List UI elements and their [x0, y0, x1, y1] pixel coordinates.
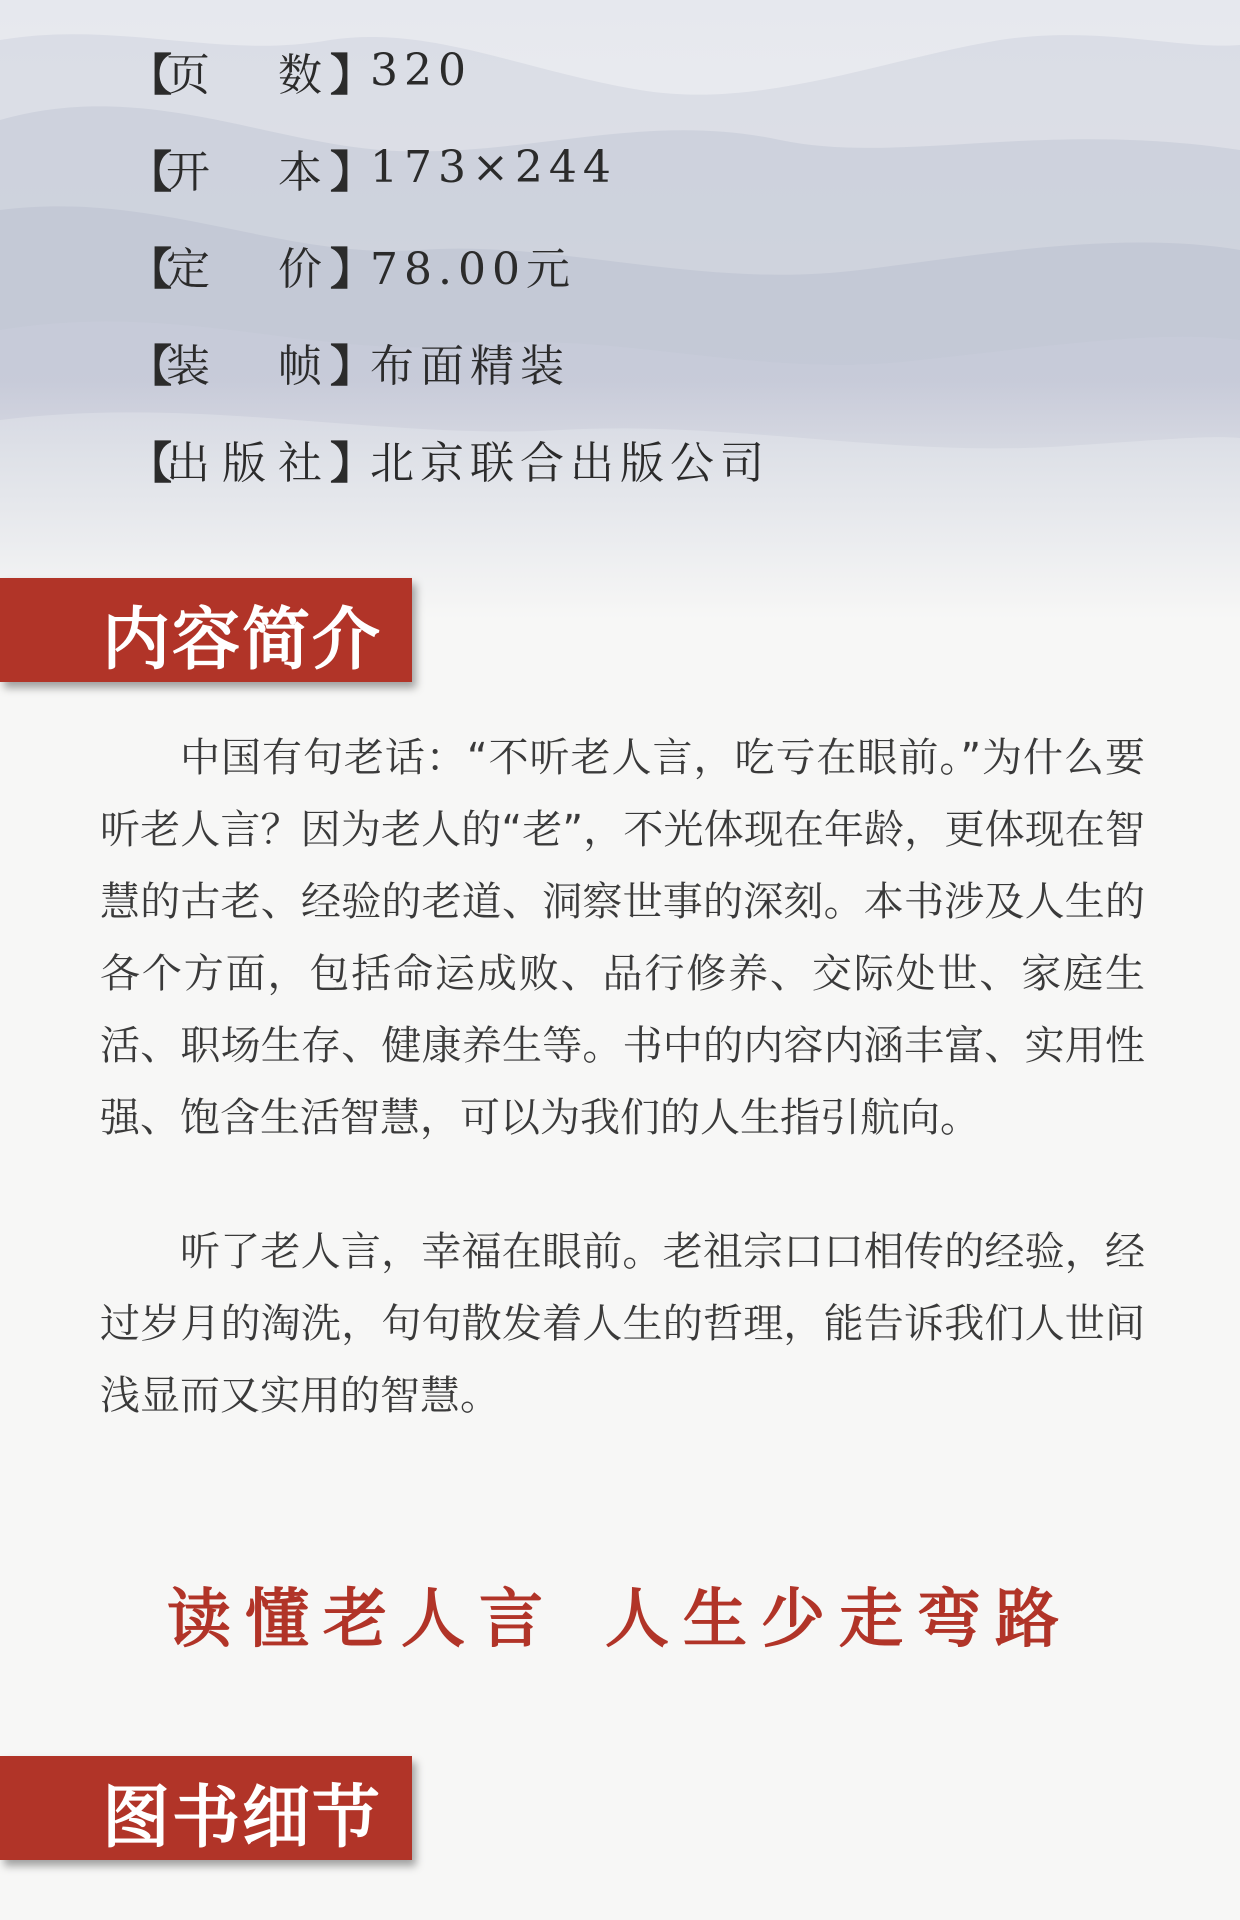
bracket-close: 】: [330, 340, 374, 392]
spec-value: 173×244: [370, 142, 617, 193]
spec-label: 页 数: [166, 49, 322, 101]
bracket-open: 【: [128, 340, 172, 392]
spec-value: 布面精装: [370, 340, 570, 392]
bracket-open: 【: [128, 437, 172, 489]
spec-label: 开 本: [166, 146, 322, 198]
book-specs: [128, 22, 770, 507]
spec-price: [128, 216, 770, 313]
section-title-intro: 内容简介: [102, 600, 383, 680]
spec-value: 320: [370, 45, 472, 96]
intro-paragraph-2: 听了老人言，幸福在眼前。老祖宗口口相传的经验，经过岁月的淘洗，句句散发着人生的哲理，能告诉我们人世间浅显而又实用的智慧。: [100, 1229, 1145, 1419]
spec-value: 78.00元: [370, 243, 576, 295]
spec-binding: [128, 313, 770, 410]
bracket-open: 【: [128, 49, 172, 101]
spec-publisher: [128, 410, 770, 507]
slogan-part-1: 读懂老人言: [167, 1582, 557, 1657]
slogan-part-2: 人生少走弯路: [605, 1582, 1073, 1657]
section-banner-details: [0, 1756, 412, 1860]
spec-label: 出 版 社: [166, 437, 322, 489]
slogan: [0, 1568, 1240, 1660]
section-banner-intro: [0, 578, 412, 682]
bracket-open: 【: [128, 243, 172, 295]
bracket-close: 】: [330, 243, 374, 295]
bracket-close: 】: [330, 437, 374, 489]
bracket-close: 】: [330, 146, 374, 198]
spec-label: 定 价: [166, 243, 322, 295]
spec-format: [128, 119, 770, 216]
spec-value: 北京联合出版公司: [370, 437, 770, 489]
spec-label: 装 帧: [166, 340, 322, 392]
bracket-open: 【: [128, 146, 172, 198]
intro-paragraph-1: 中国有句老话：“不听老人言，吃亏在眼前。”为什么要听老人言？因为老人的“老”，不光体现在年龄，更体现在智慧的古老、经验的老道、洞察世事的深刻。本书涉及人生的各个方面，包括命运成败、品行修养、交际处世、家庭生活、职场生存、健康养生等。书中的内容内涵丰富、实用性强、饱含生活智慧，可以为我们的人生指引航向。: [100, 735, 1145, 1141]
spec-pages: [128, 22, 770, 119]
bracket-close: 】: [330, 49, 374, 101]
section-title-details: 图书细节: [102, 1778, 383, 1858]
intro-content: [100, 722, 1145, 1432]
